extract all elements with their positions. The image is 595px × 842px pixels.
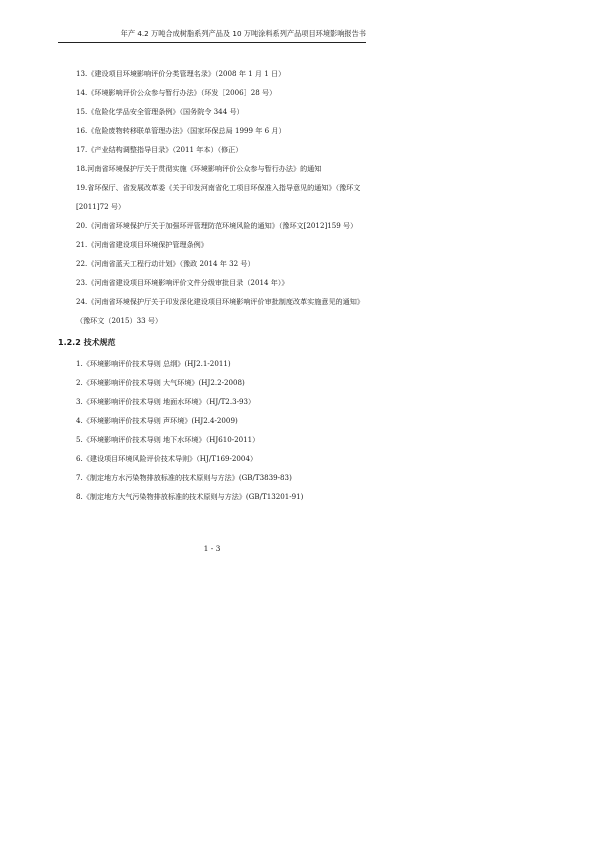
list-item: 22.《河南省蓝天工程行动计划》（豫政 2014 年 32 号）: [76, 259, 255, 268]
list-item: 2.《环境影响评价技术导则 大气环境》(HJ2.2-2008): [76, 378, 245, 387]
page-number: 1 - 3: [203, 544, 221, 553]
list-item: 18.河南省环境保护厅关于贯彻实施《环境影响评价公众参与暂行办法》的通知: [76, 164, 322, 173]
list-item: 6.《建设项目环境风险评价技术导则》（HJ/T169-2004）: [76, 454, 258, 463]
list-item: 24.《河南省环境保护厅关于印发深化建设项目环境影响评价审批制度改革实施意见的通知》（豫环文（2015）33 号）: [76, 297, 364, 325]
list-item: 13.《建设项目环境影响评价分类管理名录》（2008 年 1 月 1 日）: [76, 69, 286, 78]
section-heading: 1.2.2 技术规范: [58, 338, 116, 347]
list-item: 4.《环境影响评价技术导则 声环境》(HJ2.4-2009): [76, 416, 238, 425]
list-item: 23.《河南省建设项目环境影响评价文件分级审批目录（2014 年）》: [76, 278, 289, 287]
list-item: 15.《危险化学品安全管理条例》（国务院令 344 号）: [76, 107, 244, 116]
list-item: 19.省环保厅、省发展改革委《关于印发河南省化工项目环保准入指导意见的通知》（豫环文[2011]72 号）: [76, 183, 361, 211]
list-item: 16.《危险废物转移联单管理办法》（国家环保总局 1999 年 6 月）: [76, 126, 286, 135]
list-item: 7.《制定地方水污染物排放标准的技术原则与方法》(GB/T3839-83): [76, 473, 292, 482]
list-item: 17.《产业结构调整指导目录》（2011 年本）（修正）: [76, 145, 243, 154]
list-item: 20.《河南省环境保护厅关于加强环评管理防范环境风险的通知》（豫环文[2012]159 号）: [76, 221, 358, 230]
header-title: 年产 4.2 万吨合成树脂系列产品及 10 万吨涂料系列产品项目环境影响报告书: [120, 29, 366, 38]
list-item: 21.《河南省建设项目环境保护管理条例》: [76, 240, 208, 249]
page-header: [58, 28, 366, 43]
list-item: 5.《环境影响评价技术导则 地下水环境》（HJ610-2011）: [76, 435, 260, 444]
document-body: [58, 64, 366, 506]
list-item: 8.《制定地方大气污染物排放标准的技术原则与方法》(GB/T13201-91): [76, 492, 304, 501]
list-item: 1.《环境影响评价技术导则 总纲》(HJ2.1-2011): [76, 359, 231, 368]
list-item: 14.《环境影响评价公众参与暂行办法》（环发［2006］28 号）: [76, 88, 277, 97]
list-item: 3.《环境影响评价技术导则 地面水环境》（HJ/T2.3-93）: [76, 397, 256, 406]
